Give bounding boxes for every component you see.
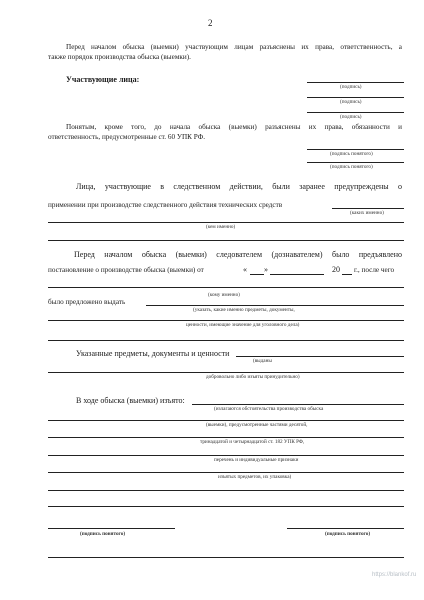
technical-means-which-caption: (каких именно) [350,210,384,216]
intro-line-1: Перед началом обыска (выемки) участвующим лицам разъяснены их права, ответственность, а [66,43,402,51]
resolution-day-field[interactable] [250,274,264,275]
seized-caption-4: перечень и индивидуальные признаки [214,457,299,463]
footer-witness-caption-left: (подпись понятого) [80,531,126,537]
seized-label: В ходе обыска (выемки) изъято: [76,396,185,405]
resolution-year-field[interactable] [342,274,352,275]
participant-signature-line-2[interactable] [307,97,404,98]
resolution-line-2-prefix: постановление о производстве обыска (выемки) от [48,266,204,274]
witness-signature-caption-2: (подпись понятого) [330,164,373,170]
footer-witness-caption-right: (подпись понятого) [325,531,371,537]
technical-means-line-2: применении при производстве следственного действия технических средств [48,201,283,209]
resolution-offer-text: было предложено выдать [48,298,126,306]
technical-means-field[interactable] [332,208,404,209]
seized-caption-3: тринадцатой и четырнадцатой ст. 182 УПК РФ, [200,439,305,445]
footer-bottom-line[interactable] [48,557,404,558]
witnesses-line-1: Понятым, кроме того, до начала обыска (выемки) разъяснены их права, обязанности и [66,123,402,131]
technical-means-line-1: Лица, участвующие в следственном действии, были заранее предупреждены о [76,182,402,191]
seized-field-4[interactable] [48,455,404,456]
page-number: 2 [208,18,213,28]
watermark: https://blankof.ru [372,572,417,578]
resolution-to-whom-caption: (кому именно) [208,292,240,298]
resolution-quote-close: » [264,265,268,274]
participant-signature-line-3[interactable] [307,112,404,113]
participants-label: Участвующие лица: [66,75,140,84]
witness-signature-line-1[interactable] [307,149,404,150]
seized-field-5[interactable] [48,472,404,473]
intro-line-2: также порядок производства обыска (выемки). [48,53,191,61]
technical-means-by-whom-field[interactable] [48,222,404,223]
witnesses-line-2: ответственность, предусмотренные ст. 60 УПК РФ. [48,133,206,141]
seized-field-2[interactable] [48,420,404,421]
seized-caption-5: изъятых предметов, их упаковка) [218,474,292,480]
technical-means-extra-line[interactable] [48,240,404,241]
resolution-year-suffix: г., после чего [354,266,395,274]
resolution-items-extra-line[interactable] [48,340,404,341]
resolution-specify-caption-2: ценности, имеющие значение для уголовного дела) [186,322,300,328]
technical-means-by-whom-caption: (кем именно) [206,224,236,230]
resolution-quote-open: « [243,265,247,274]
footer-witness-signature-line-left[interactable] [48,528,175,529]
issued-field[interactable] [236,356,404,357]
resolution-month-field[interactable] [270,274,324,275]
seized-field-7[interactable] [48,506,404,507]
issued-voluntary-field[interactable] [48,372,404,373]
witness-signature-line-2[interactable] [307,162,404,163]
seized-caption-1: (излагаются обстоятельства производства обыска [214,406,324,412]
seized-field-3[interactable] [48,437,404,438]
resolution-specify-caption-1: (указать, какие именно предметы, документы, [193,307,295,313]
seized-caption-2: (выемки), предусмотренные частями десятой, [206,422,308,428]
resolution-line-1: Перед началом обыска (выемки) следователем (дознавателем) было предъявлено [74,250,402,259]
footer-witness-signature-line-right[interactable] [287,528,404,529]
resolution-to-whom-field[interactable] [146,305,404,306]
issued-line-1: Указанные предметы, документы и ценности [76,349,230,358]
participant-signature-caption-1: (подпись) [340,84,362,90]
participant-signature-caption-3: (подпись) [340,114,362,120]
issued-caption: (выданы [253,358,272,364]
witness-signature-caption-1: (подпись понятого) [330,151,373,157]
participant-signature-caption-2: (подпись) [340,99,362,105]
seized-field-1[interactable] [192,404,404,405]
participant-signature-line-1[interactable] [307,82,404,83]
resolution-blank-line[interactable] [48,287,404,288]
seized-field-6[interactable] [48,490,404,491]
issued-voluntary-caption: добровольно либо изъяты принудительно) [206,374,300,380]
resolution-year-prefix: 20 [332,265,340,274]
resolution-items-field[interactable] [48,320,404,321]
